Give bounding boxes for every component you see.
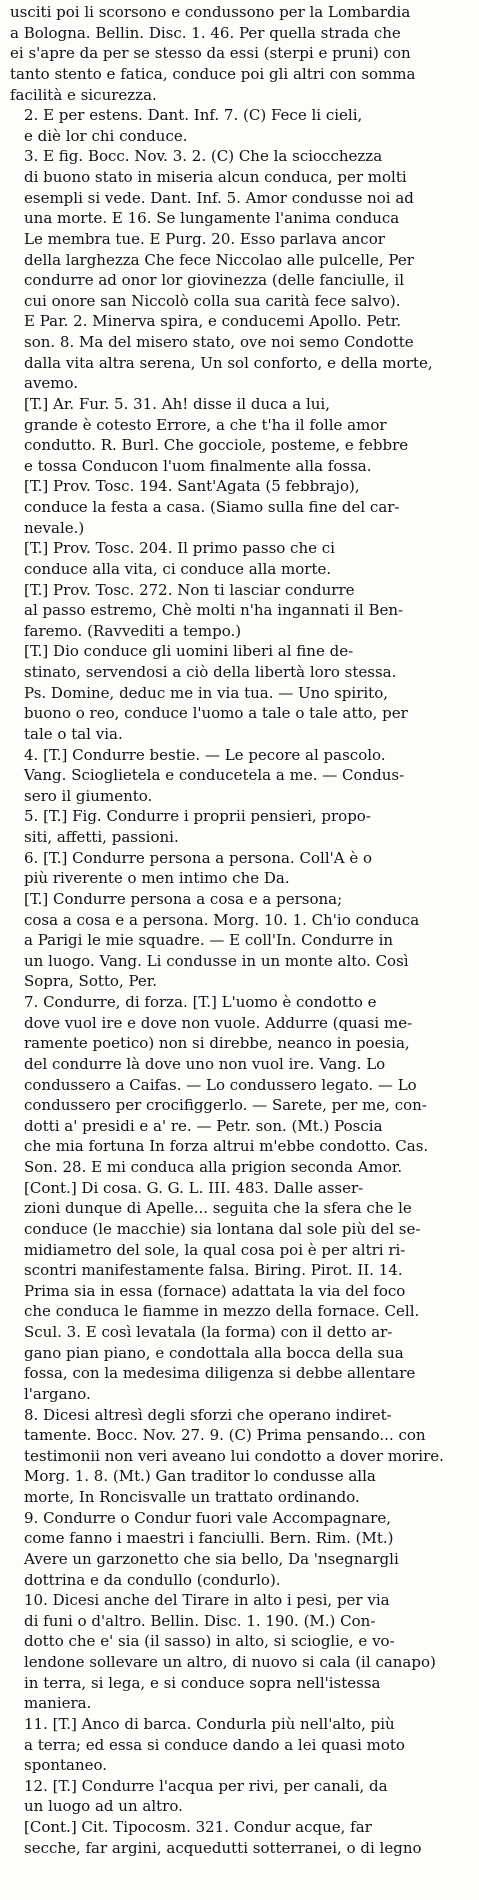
text-line: conduce alla vita, ci conduce alla morte. <box>24 559 332 578</box>
text-line: a terra; ed essa si conduce dando a lei quasi moto <box>24 1735 405 1754</box>
text-line: condutto. R. Burl. Che gocciole, posteme, e febbre <box>24 436 409 455</box>
entry-paragraph-para-10 <box>10 1590 469 1714</box>
text-line: un luogo ad un altro. <box>24 1797 183 1816</box>
text-line: avemo. <box>24 374 79 393</box>
entry-paragraph-para-cont-cosa <box>10 1178 469 1405</box>
text-line: del condurre là dove uno non vuol ire. Vang. Lo <box>24 1054 386 1073</box>
text-line: di funi o d'altro. Bellin. Disc. 1. 190. (M.) Con- <box>24 1611 376 1630</box>
text-line: [T.] Ar. Fur. 5. 31. Ah! disse il duca a lui, <box>24 394 330 413</box>
text-line: tamente. Bocc. Nov. 27. 9. (C) Prima pensando... con <box>24 1426 426 1445</box>
text-line: un luogo. Vang. Li condusse in un monte alto. Così <box>24 951 409 970</box>
text-line: secche, far argini, acquedutti sotterranei, o di legno <box>24 1838 422 1857</box>
text-line: sero il giumento. <box>24 786 153 805</box>
entry-paragraph-para-dio <box>10 641 469 744</box>
text-line: più riverente o men intimo che Da. <box>24 869 290 888</box>
text-line: ei s'apre da per se stesso da essi (sterpi e pruni) con <box>10 44 411 63</box>
text-line: 10. Dicesi anche del Tirare in alto i pesi, per via <box>24 1591 390 1610</box>
text-line: facilità e sicurezza. <box>10 85 157 104</box>
text-line: 6. [T.] Condurre persona a persona. Coll'A è o <box>24 848 373 867</box>
entry-paragraph-para-4 <box>10 745 469 807</box>
entry-paragraph-para-prov-194 <box>10 476 469 538</box>
entry-paragraph-para-6b <box>10 889 469 992</box>
text-line: esempli si vede. Dant. Inf. 5. Amor condusse noi ad <box>24 188 414 207</box>
text-line: faremo. (Ravvediti a tempo.) <box>24 621 242 640</box>
entry-paragraph-para-ar-fur <box>10 394 469 477</box>
text-line: ramente poetico) non si direbbe, neanco in poesia, <box>24 1034 410 1053</box>
text-line: dove vuol ire e dove non vuole. Addurre (quasi me- <box>24 1013 413 1032</box>
text-line: una morte. E 16. Se lungamente l'anima conduca <box>24 209 400 228</box>
text-line: grande è cotesto Errore, a che t'ha il folle amor <box>24 415 387 434</box>
entry-paragraph-para-8 <box>10 1405 469 1508</box>
text-line: 12. [T.] Condurre l'acqua per rivi, per canali, da <box>24 1776 388 1795</box>
text-line: e tossa Conducon l'uom finalmente alla fossa. <box>24 456 372 475</box>
text-line: conduce (le macchie) sia lontana dal sole più del se- <box>24 1219 421 1238</box>
text-line: di buono stato in miseria alcun conduca, per molti <box>24 168 407 186</box>
text-line: condussero per crocifiggerlo. — Sarete, per me, con- <box>24 1096 427 1115</box>
text-line: Morg. 1. 8. (Mt.) Gan traditor lo condusse alla <box>24 1467 376 1486</box>
text-line: Vang. Scioglietela e conducetela a me. — Condus- <box>24 766 405 785</box>
text-line: buono o reo, conduce l'uomo a tale o tale atto, per <box>24 704 408 723</box>
text-line: l'argano. <box>24 1384 91 1403</box>
text-line: Son. 28. E mi conduca alla prigion seconda Amor. <box>24 1158 403 1176</box>
text-line: cui onore san Niccolò colla sua carità fece salvo). <box>24 291 401 310</box>
text-line: a Parigi le mie squadre. — E coll'In. Condurre in <box>24 931 394 950</box>
text-line: e diè lor chi conduce. <box>24 126 188 145</box>
text-line: dotti a' presidi e a' re. — Petr. son. (Mt.) Poscia <box>24 1116 383 1135</box>
text-line: che mia fortuna In forza altrui m'ebbe condotto. Cas. <box>24 1137 429 1156</box>
text-line: conduce la festa a casa. (Siamo sulla fine del car- <box>24 498 400 516</box>
text-line: condussero a Caifas. — Lo condussero legato. — Lo <box>24 1075 417 1094</box>
text-line: in terra, si lega, e si conduce sopra nell'istessa <box>24 1673 381 1692</box>
text-line: Prima sia in essa (fornace) adattata la via del foco <box>24 1281 406 1300</box>
entry-paragraph-para-9 <box>10 1508 469 1591</box>
text-line: Avere un garzonetto che sia bello, Da 'nsegnargli <box>24 1549 399 1568</box>
text-line: dottrina e da condullo (condurlo). <box>24 1570 281 1589</box>
text-line: Sopra, Sotto, Per. <box>24 972 158 991</box>
entry-paragraph-para-12 <box>10 1776 469 1817</box>
text-line: [T.] Prov. Tosc. 194. Sant'Agata (5 febbrajo), <box>24 477 360 496</box>
text-line: spontaneo. <box>24 1756 108 1775</box>
text-line: usciti poi li scorsono e condussono per la Lombardia <box>10 3 411 21</box>
text-line: tale o tal via. <box>24 724 123 743</box>
text-line: 5. [T.] Fig. Condurre i proprii pensieri, propo- <box>24 807 371 826</box>
text-line: come fanno i maestri i fanciulli. Bern. Rim. (Mt.) <box>24 1529 394 1548</box>
text-line: Le membra tue. E Purg. 20. Esso parlava ancor <box>24 229 385 248</box>
text-line: [Cont.] Di cosa. G. G. L. III. 483. Dalle asser- <box>24 1178 364 1197</box>
text-line: tanto stento e fatica, conduce poi gli altri con somma <box>10 64 416 83</box>
text-line: che conduca le fiamme in mezzo della fornace. Cell. <box>24 1302 420 1321</box>
text-line: stinato, servendosi a ciò della libertà loro stessa. <box>24 663 397 681</box>
text-line: al passo estremo, Chè molti n'ha ingannati il Ben- <box>24 601 404 620</box>
text-line: morte, In Roncisvalle un trattato ordinando. <box>24 1488 360 1506</box>
entry-paragraph-para-2 <box>10 105 469 146</box>
entry-paragraph-para-prov-272 <box>10 580 469 642</box>
text-line: [T.] Prov. Tosc. 272. Non ti lasciar condurre <box>24 580 355 599</box>
text-line: 8. Dicesi altresì degli sforzi che operano indiret- <box>24 1405 392 1424</box>
text-line: cosa a cosa e a persona. Morg. 10. 1. Ch'io conduca <box>24 910 420 929</box>
text-line: maniera. <box>24 1694 92 1713</box>
entry-paragraph-para-continuation <box>10 2 469 105</box>
entry-paragraph-para-5 <box>10 806 469 847</box>
text-line: son. 8. Ma del misero stato, ove noi semo Condotte <box>24 333 414 351</box>
text-line: [Cont.] Cit. Tipocosm. 321. Condur acque, far <box>24 1818 372 1836</box>
entry-paragraph-para-7 <box>10 992 469 1178</box>
text-line: lendone sollevare un altro, di nuovo si cala (il canapo) <box>24 1653 436 1671</box>
text-line: midiametro del sole, la qual cosa poi è per altri ri- <box>24 1240 406 1259</box>
text-line: Ps. Domine, deduc me in via tua. — Uno spirito, <box>24 683 388 702</box>
text-line: siti, affetti, passioni. <box>24 828 179 846</box>
text-line: condurre ad onor lor giovinezza (delle fanciulle, il <box>24 271 405 290</box>
text-line: zioni dunque di Apelle... seguita che la sfera che le <box>24 1199 412 1218</box>
text-line: E Par. 2. Minerva spira, e conducemi Apollo. Petr. <box>24 312 402 331</box>
text-line: 7. Condurre, di forza. [T.] L'uomo è condotto e <box>24 993 377 1011</box>
text-line: nevale.) <box>24 518 85 537</box>
entry-paragraph-para-6 <box>10 848 469 889</box>
text-line: scontri manifestamente falsa. Biring. Pirot. II. 14. <box>24 1261 403 1280</box>
text-line: della larghezza Che fece Niccolao alle pulcelle, Per <box>24 250 414 269</box>
text-line: 9. Condurre o Condur fuori vale Accompagnare, <box>24 1508 391 1527</box>
text-line: 11. [T.] Anco di barca. Condurla più nell'alto, più <box>24 1714 395 1733</box>
text-line: gano pian piano, e condottala alla bocca della sua <box>24 1343 404 1362</box>
dictionary-column <box>10 2 469 1858</box>
text-line: testimonii non veri aveano lui condotto a dover morire. <box>24 1446 444 1465</box>
text-line: 2. E per estens. Dant. Inf. 7. (C) Fece li cieli, <box>24 106 363 125</box>
text-line: [T.] Condurre persona a cosa e a persona; <box>24 889 343 908</box>
entry-paragraph-para-3 <box>10 146 469 394</box>
text-line: [T.] Prov. Tosc. 204. Il primo passo che ci <box>24 539 335 558</box>
text-line: dotto che e' sia (il sasso) in alto, si scioglie, e vo- <box>24 1632 395 1651</box>
text-line: dalla vita altra serena, Un sol conforto, e della morte, <box>24 353 433 372</box>
text-line: [T.] Dio conduce gli uomini liberi al fine de- <box>24 642 354 661</box>
text-line: 4. [T.] Condurre bestie. — Le pecore al pascolo. <box>24 745 386 764</box>
entry-paragraph-para-11 <box>10 1714 469 1776</box>
entry-paragraph-para-tipocosm <box>10 1817 469 1858</box>
text-line: 3. E fig. Bocc. Nov. 3. 2. (C) Che la sciocchezza <box>24 147 383 166</box>
text-line: fossa, con la medesima diligenza si debbe allentare <box>24 1364 416 1383</box>
text-line: a Bologna. Bellin. Disc. 1. 46. Per quella strada che <box>10 23 401 42</box>
entry-paragraph-para-prov-204 <box>10 538 469 579</box>
text-line: Scul. 3. E così levatala (la forma) con il detto ar- <box>24 1323 393 1341</box>
